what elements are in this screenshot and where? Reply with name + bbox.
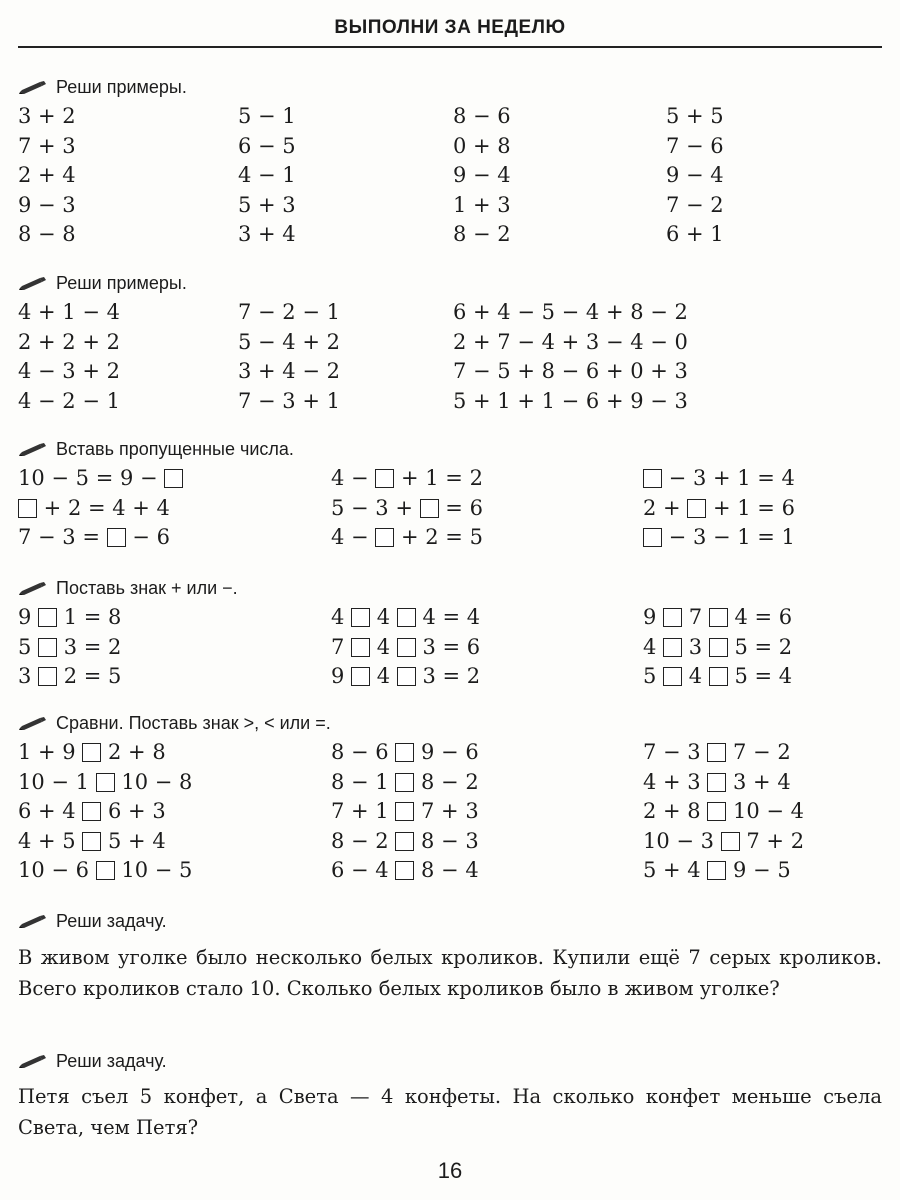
exercise-column	[643, 464, 795, 553]
expression-text: 8 − 3	[414, 828, 479, 853]
expression-text: 2 = 5	[57, 664, 122, 688]
answer-box[interactable]	[707, 861, 726, 880]
expression-text: − 3 − 1 = 1	[662, 525, 795, 549]
section-heading-text: Реши задачу.	[56, 911, 167, 931]
answer-box[interactable]	[663, 608, 682, 627]
exercise-row	[238, 387, 340, 417]
expression-text: 10 − 6	[18, 858, 96, 882]
exercise-row	[643, 464, 795, 494]
answer-box[interactable]	[707, 773, 726, 792]
exercise-row	[18, 191, 76, 221]
answer-box[interactable]	[96, 861, 115, 880]
answer-box[interactable]	[375, 469, 394, 488]
exercise-row	[331, 464, 483, 494]
exercise-row	[643, 738, 804, 768]
answer-box[interactable]	[397, 638, 416, 657]
exercise-row	[331, 494, 483, 524]
exercise-row	[238, 357, 340, 387]
expression-text: 1 + 3	[453, 192, 511, 217]
expression-text: = 6	[438, 495, 483, 520]
expression-text: + 2 = 4 + 4	[37, 495, 170, 520]
answer-box[interactable]	[395, 743, 414, 762]
expression-text: 5 = 2	[727, 634, 793, 659]
expression-text: 5 − 3 +	[331, 495, 420, 520]
expression-text: 3	[18, 664, 39, 688]
exercise-row	[18, 797, 192, 827]
section-heading-text: Реши задачу.	[56, 1051, 167, 1071]
exercise-row	[18, 298, 120, 328]
answer-box[interactable]	[687, 499, 706, 518]
expression-text: 2 +	[643, 495, 688, 520]
exercise-row	[453, 132, 511, 162]
exercise-row	[18, 357, 120, 387]
pencil-icon	[18, 582, 48, 596]
expression-text: 6 + 1	[666, 222, 724, 246]
pencil-icon	[18, 915, 48, 929]
exercise-column	[453, 298, 688, 416]
exercise-row	[18, 633, 121, 663]
exercise-row	[666, 191, 724, 221]
answer-box[interactable]	[643, 469, 662, 488]
exercise-row	[643, 856, 804, 886]
expression-text: 7 − 5 + 8 − 6 + 0 + 3	[453, 359, 688, 383]
expression-text: 7 − 6	[666, 133, 724, 158]
expression-text: 0 + 8	[453, 133, 511, 158]
expression-text: 4 = 6	[727, 605, 793, 629]
task-1-text: В живом уголке было несколько белых кроликов. Купили ещё 7 серых кроликов. Всего кроликов стало 10. Сколько белых кроликов было в живом уголке?	[18, 946, 882, 1000]
pencil-icon	[18, 81, 48, 95]
exercise-row	[666, 161, 724, 191]
exercise-row	[453, 220, 511, 250]
task-1-heading-block	[18, 906, 882, 936]
expression-text: 2 + 8	[643, 799, 708, 823]
expression-text: 7 + 3	[18, 133, 76, 158]
exercise-row	[238, 161, 296, 191]
exercise-row	[18, 464, 183, 494]
exercise-row	[331, 662, 480, 692]
expression-text: 9 − 4	[453, 163, 511, 187]
answer-box[interactable]	[38, 608, 57, 627]
section-heading	[18, 1046, 882, 1076]
expression-text: 3 = 6	[415, 634, 481, 659]
expression-text: 7 − 2 − 1	[238, 300, 340, 324]
expression-text: 6 + 4	[18, 799, 83, 823]
answer-box[interactable]	[420, 499, 439, 518]
pencil-icon	[18, 717, 48, 731]
exercise-row	[18, 220, 76, 250]
exercise-row	[18, 856, 192, 886]
answer-box[interactable]	[721, 832, 740, 851]
expression-text: 5	[18, 634, 39, 659]
exercise-row	[18, 523, 183, 553]
expression-text: 10 − 4	[726, 799, 805, 823]
section-heading	[18, 434, 882, 464]
expression-text: 8 − 4	[414, 858, 479, 882]
exercise-row	[453, 298, 688, 328]
expression-text: + 1 = 6	[706, 495, 795, 520]
expression-text: 5 + 4	[101, 828, 166, 853]
section-heading	[18, 708, 882, 738]
answer-box[interactable]	[82, 743, 101, 762]
page-title: ВЫПОЛНИ ЗА НЕДЕЛЮ	[334, 17, 566, 38]
exercise-row	[18, 102, 76, 132]
exercise-section	[18, 573, 882, 688]
answer-box[interactable]	[38, 667, 57, 686]
exercise-row	[643, 494, 795, 524]
expression-text: 4	[682, 664, 709, 688]
expression-text: 8 − 6	[453, 104, 511, 128]
exercise-row	[238, 132, 296, 162]
exercise-row	[666, 132, 724, 162]
answer-box[interactable]	[107, 528, 126, 547]
answer-box[interactable]	[395, 773, 414, 792]
expression-text: 5	[643, 664, 664, 688]
exercise-row	[453, 161, 511, 191]
expression-text: 5 − 4 + 2	[238, 329, 340, 354]
answer-box[interactable]	[643, 528, 662, 547]
expression-text: 9	[643, 605, 664, 629]
expression-text: 8 − 2	[453, 222, 511, 246]
answer-box[interactable]	[82, 802, 101, 821]
expression-text: 8 − 2	[414, 769, 479, 794]
exercise-row	[331, 523, 483, 553]
answer-box[interactable]	[164, 469, 183, 488]
answer-box[interactable]	[351, 608, 370, 627]
expression-text: 8 − 2	[331, 828, 396, 853]
expression-text: 4 = 4	[415, 605, 481, 629]
exercise-row	[331, 768, 479, 798]
exercise-row	[666, 102, 724, 132]
exercise-column	[18, 738, 192, 886]
page-header	[18, 12, 882, 48]
expression-text: 9 − 3	[18, 192, 76, 217]
exercise-row	[331, 797, 479, 827]
expression-text: 2 + 7 − 4 + 3 − 4 − 0	[453, 329, 688, 354]
section-heading	[18, 72, 882, 102]
answer-box[interactable]	[397, 667, 416, 686]
exercise-row	[453, 387, 688, 417]
expression-text: − 3 + 1 = 4	[662, 466, 795, 490]
expression-text: 10 − 8	[114, 769, 193, 794]
exercise-row	[18, 161, 76, 191]
exercise-row	[18, 132, 76, 162]
exercise-row	[18, 827, 192, 857]
section-heading-text: Вставь пропущенные числа.	[56, 439, 294, 459]
expression-text: 3 + 4	[238, 222, 296, 246]
exercise-column	[666, 102, 724, 250]
expression-text: 4 + 5	[18, 828, 83, 853]
expression-text: 7 − 2	[666, 192, 724, 217]
expression-text: 7 + 2	[739, 828, 805, 853]
exercise-column	[453, 102, 511, 250]
exercise-section	[18, 708, 882, 882]
expression-text: 4 − 3 + 2	[18, 359, 120, 383]
exercise-row	[331, 603, 480, 633]
exercise-column	[18, 298, 120, 416]
exercise-row	[643, 523, 795, 553]
expression-text: 4	[643, 634, 664, 659]
exercise-row	[643, 633, 792, 663]
expression-text: 4 −	[331, 525, 376, 549]
section-heading-text: Поставь знак + или −.	[56, 578, 238, 598]
answer-box[interactable]	[351, 638, 370, 657]
answer-box[interactable]	[351, 667, 370, 686]
expression-text: 4 − 2 − 1	[18, 388, 120, 413]
exercise-row	[331, 633, 480, 663]
exercise-column	[643, 738, 804, 886]
expression-text: 6 − 5	[238, 133, 296, 158]
exercise-row	[331, 827, 479, 857]
exercise-column	[18, 464, 183, 553]
exercise-row	[18, 662, 121, 692]
expression-text: 5 − 1	[238, 104, 296, 128]
expression-text: 7 − 2	[726, 740, 791, 764]
exercise-section	[18, 434, 882, 549]
expression-text: 3 = 2	[57, 634, 122, 659]
expression-text: 10 − 1	[18, 769, 96, 794]
expression-text: 3 = 2	[415, 664, 481, 688]
expression-text: 4	[331, 605, 352, 629]
answer-box[interactable]	[663, 667, 682, 686]
answer-box[interactable]	[707, 802, 726, 821]
exercise-row	[643, 603, 792, 633]
exercise-row	[643, 662, 792, 692]
exercise-row	[238, 298, 340, 328]
expression-text: 4 + 1 − 4	[18, 300, 120, 324]
exercise-row	[18, 603, 121, 633]
exercise-section	[18, 72, 882, 246]
exercise-row	[643, 827, 804, 857]
expression-text: 6 + 4 − 5 − 4 + 8 − 2	[453, 300, 688, 324]
expression-text: 7 − 3 =	[18, 525, 107, 549]
expression-text: 4 + 3	[643, 769, 708, 794]
expression-text: 1 = 8	[57, 605, 122, 629]
expression-text: − 6	[125, 525, 170, 549]
exercise-row	[238, 328, 340, 358]
exercise-column	[331, 464, 483, 553]
section-heading-text: Реши примеры.	[56, 273, 187, 293]
expression-text: 2 + 4	[18, 163, 76, 187]
expression-text: 7	[331, 634, 352, 659]
expression-text: 2 + 2 + 2	[18, 329, 120, 354]
expression-text: 10 − 5 = 9 −	[18, 466, 165, 490]
expression-text: 7 − 3	[643, 740, 708, 764]
pencil-icon	[18, 1055, 48, 1069]
exercise-row	[18, 738, 192, 768]
expression-text: 9 − 6	[414, 740, 479, 764]
answer-box[interactable]	[395, 861, 414, 880]
expression-text: 7 + 1	[331, 799, 396, 823]
answer-box[interactable]	[707, 743, 726, 762]
exercise-row	[643, 768, 804, 798]
answer-box[interactable]	[395, 802, 414, 821]
expression-text: 3 + 4	[726, 769, 791, 794]
expression-text: 5 + 3	[238, 192, 296, 217]
exercise-row	[643, 797, 804, 827]
exercise-column	[238, 298, 340, 416]
exercise-row	[18, 768, 192, 798]
exercise-row	[331, 738, 479, 768]
exercise-row	[453, 191, 511, 221]
expression-text: + 1 = 2	[394, 466, 483, 490]
expression-text: 6 + 3	[101, 799, 166, 823]
answer-box[interactable]	[397, 608, 416, 627]
section-heading-text: Сравни. Поставь знак >, < или =.	[56, 713, 331, 733]
expression-text: 7	[682, 605, 709, 629]
exercise-section	[18, 268, 882, 413]
expression-text: 4	[370, 605, 397, 629]
expression-text: 4	[370, 634, 397, 659]
expression-text: 2 + 8	[101, 740, 166, 764]
answer-box[interactable]	[709, 667, 728, 686]
exercise-row	[453, 102, 511, 132]
expression-text: 8 − 1	[331, 769, 396, 794]
exercise-column	[18, 102, 76, 250]
expression-text: 4 −	[331, 466, 376, 490]
expression-text: 5 + 5	[666, 104, 724, 128]
expression-text: 10 − 3	[643, 828, 721, 853]
answer-box[interactable]	[38, 638, 57, 657]
expression-text: 5 + 4	[643, 858, 708, 882]
expression-text: 7 − 3 + 1	[238, 388, 340, 413]
expression-text: 3 + 2	[18, 104, 76, 128]
exercise-row	[18, 387, 120, 417]
section-heading	[18, 268, 882, 298]
answer-box[interactable]	[395, 832, 414, 851]
pencil-icon	[18, 277, 48, 291]
page-number: 16	[437, 1158, 463, 1183]
exercise-column	[331, 603, 480, 692]
exercise-row	[331, 856, 479, 886]
expression-text: 5 = 4	[727, 664, 793, 688]
exercise-row	[18, 328, 120, 358]
exercise-row	[18, 494, 183, 524]
exercise-row	[453, 357, 688, 387]
expression-text: + 2 = 5	[394, 525, 483, 549]
answer-box[interactable]	[96, 773, 115, 792]
pencil-icon	[18, 443, 48, 457]
exercise-column	[238, 102, 296, 250]
expression-text: 10 − 5	[114, 858, 193, 882]
exercise-row	[666, 220, 724, 250]
expression-text: 9	[331, 664, 352, 688]
expression-text: 8 − 8	[18, 222, 76, 246]
section-heading-text: Реши примеры.	[56, 77, 187, 97]
exercise-row	[453, 328, 688, 358]
exercise-column	[18, 603, 121, 692]
exercise-column	[331, 738, 479, 886]
exercise-column	[643, 603, 792, 692]
expression-text: 1 + 9	[18, 740, 83, 764]
task-2-heading-block	[18, 1046, 882, 1076]
answer-box[interactable]	[709, 608, 728, 627]
expression-text: 3 + 4 − 2	[238, 359, 340, 383]
expression-text: 6 − 4	[331, 858, 396, 882]
expression-text: 5 + 1 + 1 − 6 + 9 − 3	[453, 388, 688, 413]
exercise-row	[238, 220, 296, 250]
expression-text: 4	[370, 664, 397, 688]
expression-text: 9 − 4	[666, 163, 724, 187]
exercise-row	[238, 102, 296, 132]
section-heading	[18, 573, 882, 603]
exercise-row	[238, 191, 296, 221]
answer-box[interactable]	[709, 638, 728, 657]
expression-text: 9 − 5	[726, 858, 791, 882]
expression-text: 4 − 1	[238, 163, 296, 187]
section-heading	[18, 906, 882, 936]
expression-text: 7 + 3	[414, 799, 479, 823]
answer-box[interactable]	[82, 832, 101, 851]
answer-box[interactable]	[663, 638, 682, 657]
expression-text: 8 − 6	[331, 740, 396, 764]
answer-box[interactable]	[18, 499, 37, 518]
expression-text: 3	[682, 634, 709, 659]
task-2-text: Петя съел 5 конфет, а Света — 4 конфеты. На сколько конфет меньше съела Света, чем Петя?	[18, 1085, 882, 1139]
expression-text: 9	[18, 605, 39, 629]
answer-box[interactable]	[375, 528, 394, 547]
